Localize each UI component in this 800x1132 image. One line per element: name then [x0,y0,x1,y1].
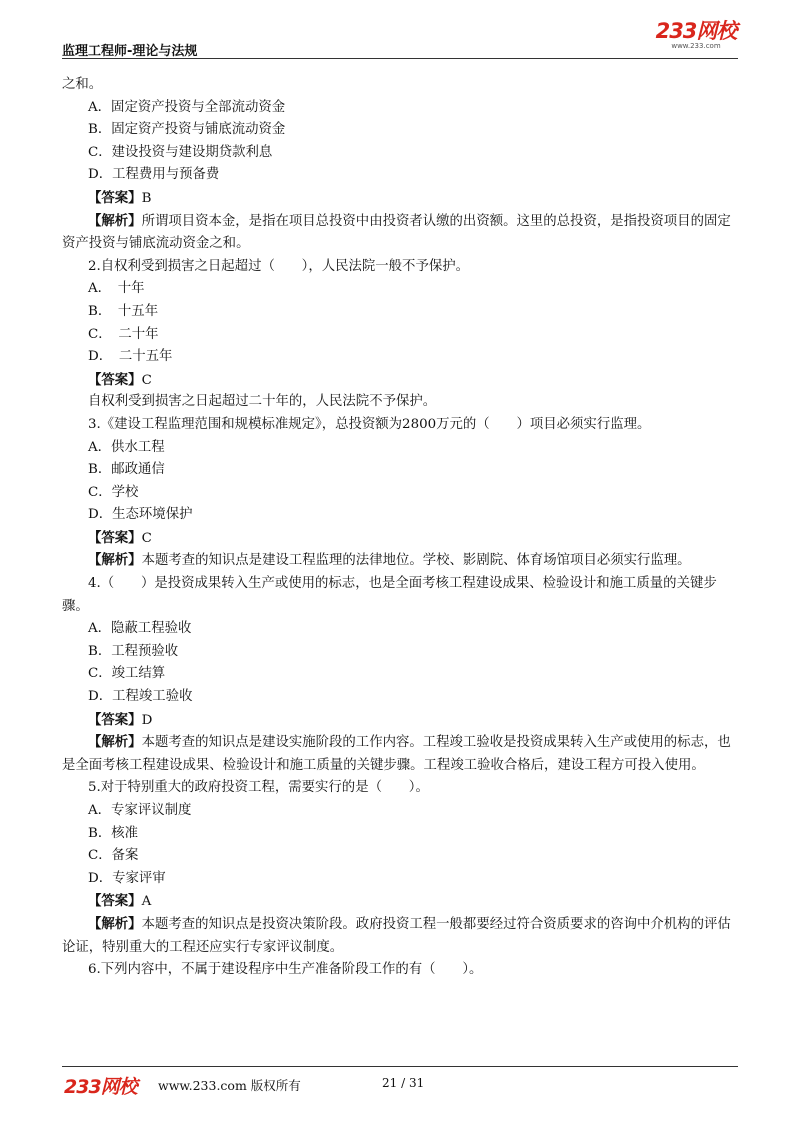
analysis-text: 本题考查的知识点是建设工程监理的法律地位。学校、影剧院、体育场馆项目必须实行监理。 [141,553,691,569]
answer-tag: 【答案】 [88,371,142,388]
answer-value: A [141,894,152,910]
answer-value: B [141,190,152,206]
answer-tag: 【答案】 [88,189,142,206]
q3-option-d: D．生态环境保护 [88,507,193,523]
q2-option-c: C． 二十年 [88,326,159,342]
analysis-tag: 【解析】 [88,212,142,229]
brand-logo [654,20,738,54]
answer-tag: 【答案】 [88,893,142,910]
q1-answer [62,187,738,210]
q4-stem: 4.（ ）是投资成果转入生产或使用的标志，也是全面考核工程建设成果、检验设计和施工质量的关键步骤。 [62,576,717,614]
analysis-text: 本题考查的知识点是建设实施阶段的工作内容。工程竣工验收是投资成果转入生产或使用的标志，也是全面考核工程建设成果、检验设计和施工质量的关键步骤。工程竣工验收合格后，建设工程方可投入使用。 [62,735,731,773]
logo-main-text: 233网校 [655,19,737,43]
footer-logo: 233网校 [64,1076,137,1098]
answer-value: C [141,530,152,546]
logo-url-text: www.233.com [671,42,721,50]
footer-copyright: www.233.com 版权所有 [158,1078,301,1093]
analysis-text: 所谓项目资本金，是指在项目总投资中由投资者认缴的出资额。这里的总投资，是指投资项目的固定资产投资与铺底流动资金之和。 [62,213,731,252]
q5-option-a: A．专家评议制度 [88,803,192,818]
q2-option-b: B． 十五年 [88,303,159,319]
q4-option-d: D．工程竣工验收 [88,689,193,705]
q1-option-b: B．固定资产投资与铺底流动资金 [88,122,286,138]
analysis-tag: 【解析】 [88,734,142,751]
q1-option-a: A．固定资产投资与全部流动资金 [88,99,286,115]
q5-option-b: B．核准 [88,825,139,841]
q3-option-b: B．邮政通信 [88,462,165,478]
page-number: 21 / 31 [382,1076,425,1090]
q1-analysis [62,210,738,256]
page-header [62,18,738,59]
q3-stem: 3.《建设工程监理范围和规模标准规定》，总投资额为2800万元的（ ）项目必须实行监理。 [88,416,651,432]
q3-answer [62,527,738,550]
q5-answer [62,890,738,913]
q6-stem: 6.下列内容中，不属于建设程序中生产准备阶段工作的有（ ）。 [88,962,483,978]
q4-analysis [62,731,738,777]
q1-option-c: C．建设投资与建设期贷款利息 [88,144,273,160]
q2-answer [62,369,738,392]
document-body [62,74,738,982]
analysis-tag: 【解析】 [88,552,142,569]
q3-option-a: A．供水工程 [88,439,165,455]
q1-option-d: D．工程费用与预备费 [88,167,220,183]
q5-option-c: C．备案 [88,848,139,864]
q5-stem: 5.对于特别重大的政府投资工程，需要实行的是（ ）。 [88,780,429,796]
header-title: 监理工程师-理论与法规 [62,44,198,59]
q4-option-b: B．工程预验收 [88,643,179,659]
q2-analysis: 自权利受到损害之日起超过二十年的，人民法院不予保护。 [88,394,437,410]
q3-analysis [62,549,738,573]
q4-option-a: A．隐蔽工程验收 [88,621,192,637]
q5-option-d: D．专家评审 [88,870,166,886]
page-footer [62,1066,738,1111]
answer-value: C [141,372,152,388]
answer-tag: 【答案】 [88,529,142,546]
q4-answer [62,709,738,732]
q2-stem: 2.自权利受到损害之日起超过（ ），人民法院一般不予保护。 [88,258,470,274]
q5-analysis [62,913,738,959]
answer-tag: 【答案】 [88,711,142,728]
q4-option-c: C．竣工结算 [88,666,166,682]
answer-value: D [141,712,153,728]
q2-option-d: D． 二十五年 [88,349,173,365]
q2-option-a: A． 十年 [88,281,145,297]
analysis-text: 本题考查的知识点是投资决策阶段。政府投资工程一般都要经过符合资质要求的咨询中介机构的评估论证，特别重大的工程还应实行专家评议制度。 [62,916,731,955]
analysis-tag: 【解析】 [88,915,142,932]
q1-tail: 之和。 [62,77,103,92]
q3-option-c: C．学校 [88,484,139,500]
